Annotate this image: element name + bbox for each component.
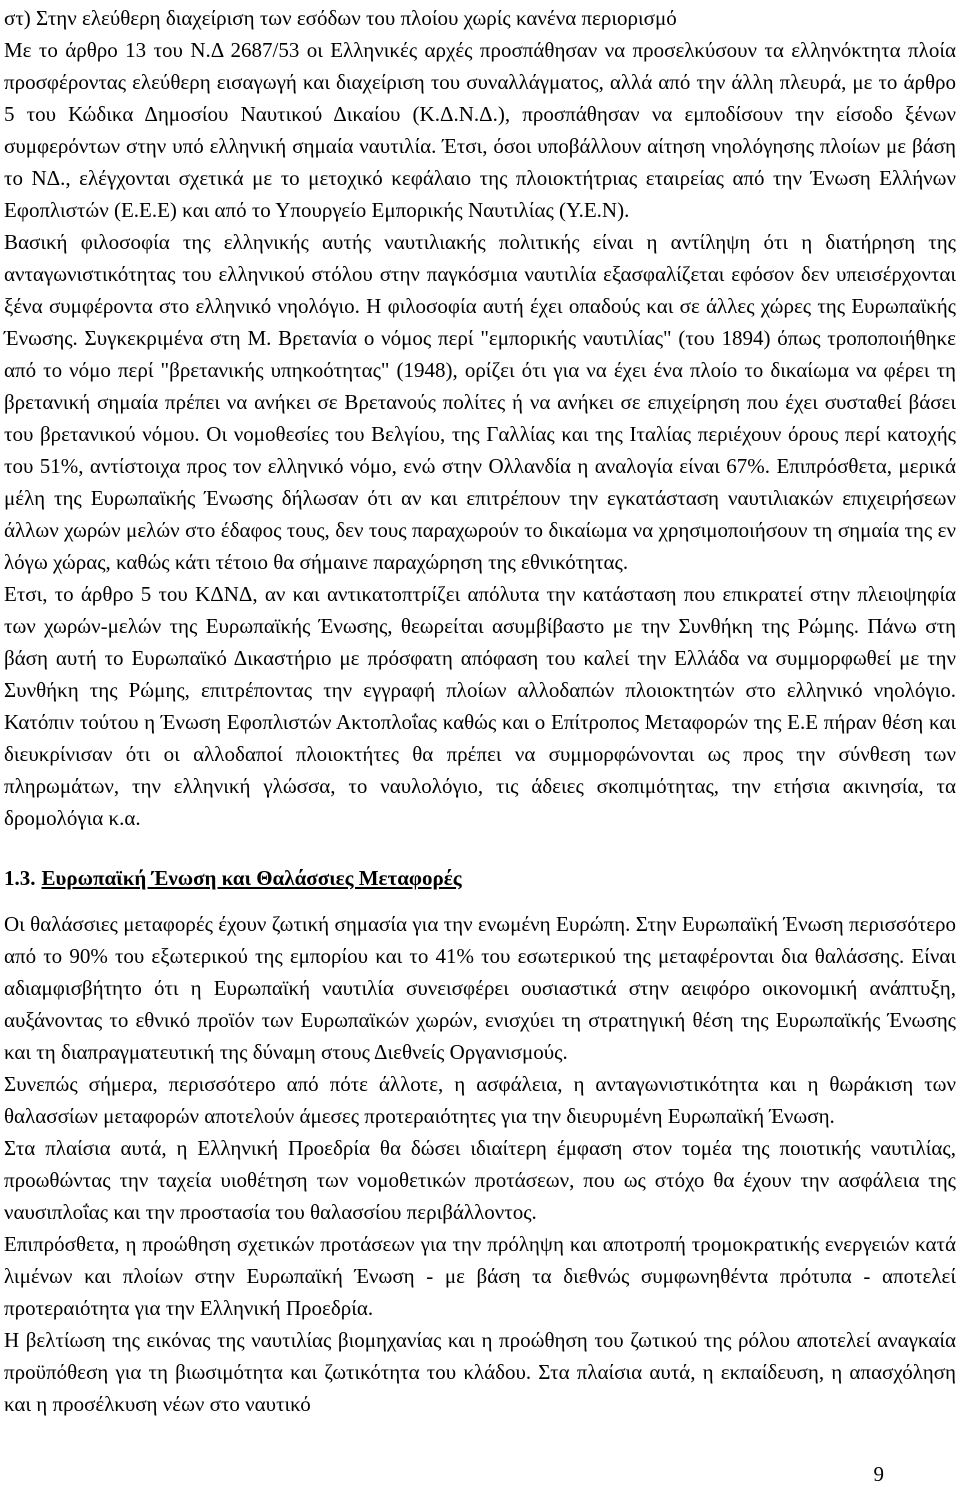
section-number: 1.3. [4, 866, 36, 890]
paragraph: Η βελτίωση της εικόνας της ναυτιλίας βιομηχανίας και η προώθηση του ζωτικού της ρόλου αποτελεί αναγκαία προϋπόθεση για τη βιωσιμότητα και ζωτικότητα του κλάδου. Στα πλαίσια αυτά, η εκπαίδευση, η απασχόληση και η προσέλκυση νέων στο ναυτικό [4, 1328, 956, 1416]
paragraph: Επιπρόσθετα, η προώθηση σχετικών προτάσεων για την πρόληψη και αποτροπή τρομοκρατικής ενεργειών κατά λιμένων και πλοίων στην Ευρωπαϊκή Ένωση - με βάση τα διεθνώς συμφωνηθέντα πρότυπα - αποτελεί προτεραιότητα για την Ελληνική Προεδρία. [4, 1232, 956, 1320]
paragraph: Συνεπώς σήμερα, περισσότερο από πότε άλλοτε, η ασφάλεια, η ανταγωνιστικότητα και η θωράκιση των θαλασσίων μεταφορών αποτελούν άμεσες προτεραιότητες για την διευρυμένη Ευρωπαϊκή Ένωση. [4, 1072, 956, 1128]
paragraph: Ετσι, το άρθρο 5 του ΚΔΝΔ, αν και αντικατοπτρίζει απόλυτα την κατάσταση που επικρατεί στην πλειοψηφία των χωρών-μελών της Ευρωπαϊκής Ένωσης, θεωρείται ασυμβίβαστο με την Συνθήκη της Ρώμης. Πάνω στη βάση αυτή το Ευρωπαϊκό Δικαστήριο με πρόσφατη απόφαση του καλεί την Ελλάδα να συμμορφωθεί με την Συνθήκη της Ρώμης, επιτρέποντας την εγγραφή πλοίων αλλοδαπών πλοιοκτητών στο ελληνικό νηολόγιο. Κατόπιν τούτου η Ένωση Εφοπλιστών Ακτοπλοΐας καθώς και ο Επίτροπος Μεταφορών της Ε.Ε πήραν θέση και διευκρίνισαν ότι οι αλλοδαποί πλοιοκτήτες θα πρέπει να συμμορφώνονται ως προς την σύνθεση των πληρωμάτων, την ελληνική γλώσσα, το ναυλολόγιο, τις άδειες σκοπιμότητας, την ετήσια ακινησία, τα δρομολόγια κ.α. [4, 582, 956, 830]
paragraph: Με το άρθρο 13 του Ν.Δ 2687/53 οι Ελληνικές αρχές προσπάθησαν να προσελκύσουν τα ελληνόκτητα πλοία προσφέροντας ελεύθερη εισαγωγή και διαχείριση του συναλλάγματος, αλλά από την άλλη πλευρά, με το άρθρο 5 του Κώδικα Δημοσίου Ναυτικού Δικαίου (Κ.Δ.Ν.Δ.), προσπάθησαν να εμποδίσουν την είσοδο ξένων συμφερόντων στην υπό ελληνική σημαία ναυτιλία. Έτσι, όσοι υποβάλλουν αίτηση νηολόγησης πλοίων με βάση το ΝΔ., ελέγχονται σχετικά με το μετοχικό κεφάλαιο της πλοιοκτήτριας εταιρείας από την Ένωση Ελλήνων Εφοπλιστών (Ε.Ε.Ε) και από το Υπουργείο Εμπορικής Ναυτιλίας (Υ.Ε.Ν). [4, 38, 956, 222]
paragraph: Στα πλαίσια αυτά, η Ελληνική Προεδρία θα δώσει ιδιαίτερη έμφαση στον τομέα της ποιοτικής ναυτιλίας, προωθώντας την ταχεία υιοθέτηση των νομοθετικών προτάσεων, που ως στόχο θα έχουν την ασφάλεια της ναυσιπλοΐας και την προστασία του θαλασσίου περιβάλλοντος. [4, 1136, 956, 1224]
section-heading [4, 862, 956, 894]
section-title: Ευρωπαϊκή Ένωση και Θαλάσσιες Μεταφορές [41, 866, 462, 890]
page-number: 9 [873, 1462, 884, 1486]
section-st-line: στ) Στην ελεύθερη διαχείριση των εσόδων του πλοίου χωρίς κανένα περιορισμό [4, 6, 677, 30]
paragraph: Οι θαλάσσιες μεταφορές έχουν ζωτική σημασία για την ενωμένη Ευρώπη. Στην Ευρωπαϊκή Ένωση περισσότερο από το 90% του εξωτερικού της εμπορίου και το 41% του εσωτερικού της μεταφέρονται δια θαλάσσης. Είναι αδιαμφισβήτητο ότι η Ευρωπαϊκή ναυτιλία συνεισφέρει ουσιαστικά στην αειφόρο οικονομική ανάπτυξη, αυξάνοντας το εθνικό προϊόν των Ευρωπαϊκών χωρών, ενισχύει τη στρατηγική θέση της Ευρωπαϊκής Ένωσης και τη διαπραγματευτική της δύναμη στους Διεθνείς Οργανισμούς. [4, 912, 956, 1064]
paragraph: Βασική φιλοσοφία της ελληνικής αυτής ναυτιλιακής πολιτικής είναι η αντίληψη ότι η διατήρηση της ανταγωνιστικότητας του ελληνικού στόλου στην παγκόσμια ναυτιλία εξασφαλίζεται εφόσον δεν υπεισέρχονται ξένα συμφέροντα στο ελληνικό νηολόγιο. Η φιλοσοφία αυτή έχει οπαδούς και σε άλλες χώρες της Ευρωπαϊκής Ένωσης. Συγκεκριμένα στη Μ. Βρετανία ο νόμος περί "εμπορικής ναυτιλίας" (του 1894) όπως τροποποιήθηκε από το νόμο περί "βρετανικής υπηκοότητας" (1948), ορίζει ότι για να έχει ένα πλοίο το δικαίωμα να φέρει τη βρετανική σημαία πρέπει να ανήκει σε Βρετανούς πολίτες ή να ανήκει σε επιχείρηση που έχει συσταθεί βάσει του βρετανικού νόμου. Οι νομοθεσίες του Βελγίου, της Γαλλίας και της Ιταλίας περιέχουν όρους περί κατοχής του 51%, αντίστοιχα προς τον ελληνικό νόμο, ενώ στην Ολλανδία η αναλογία είναι 67%. Επιπρόσθετα, μερικά μέλη της Ευρωπαϊκής Ένωσης δήλωσαν ότι αν και επιτρέπουν την εγκατάσταση ναυτιλιακών επιχειρήσεων άλλων χωρών μελών στο έδαφος τους, δεν τους παραχωρούν το δικαίωμα να χρησιμοποιήσουν τη σημαία της εν λόγω χώρας, καθώς κάτι τέτοιο θα σήμαινε παραχώρηση της εθνικότητας. [4, 230, 956, 574]
